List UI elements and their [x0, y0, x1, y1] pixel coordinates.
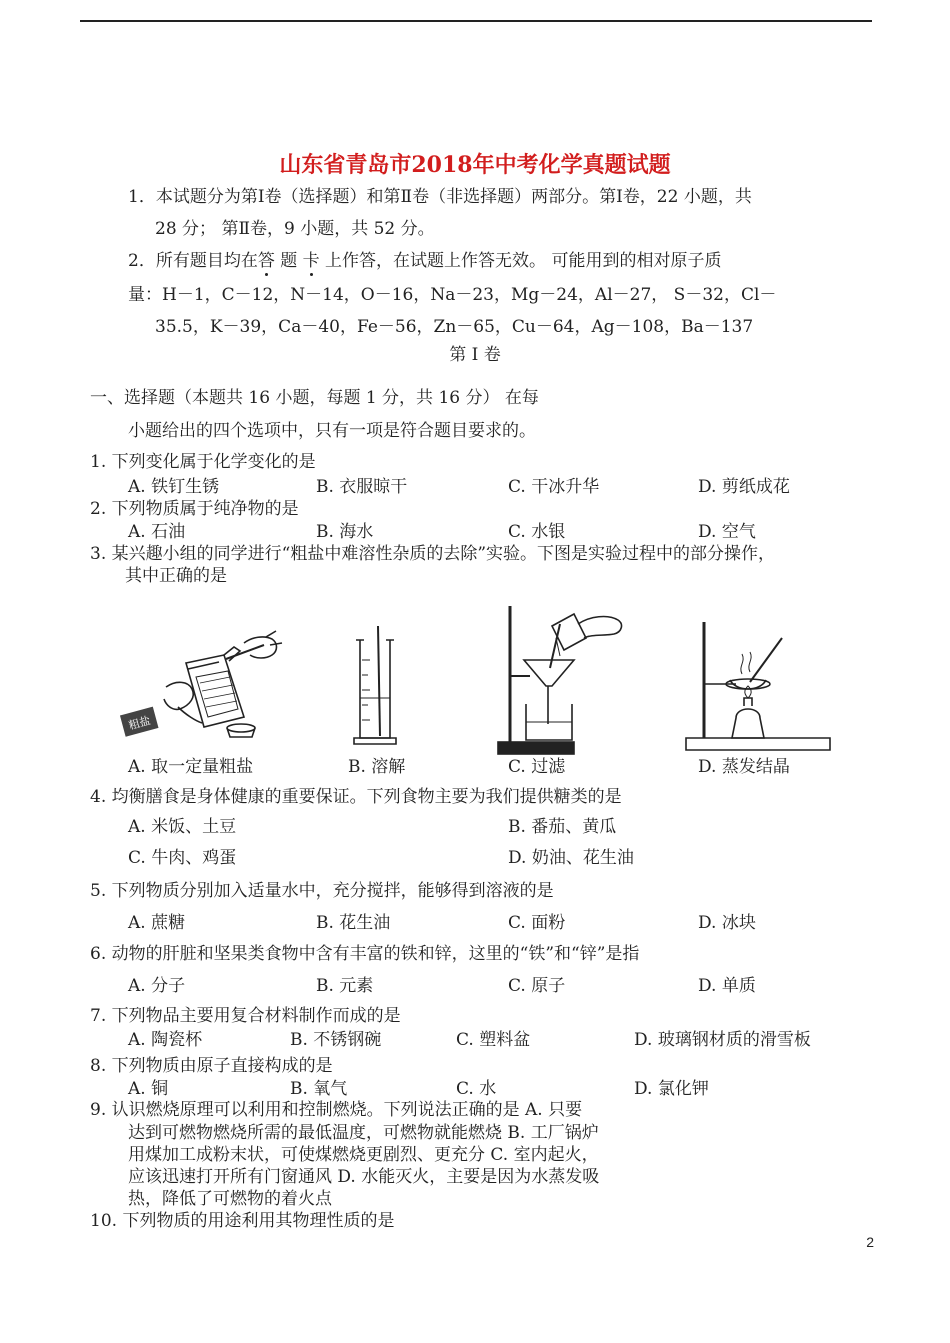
- q3-option-a: A. 取一定量粗盐: [128, 757, 254, 777]
- q2-option-b: B. 海水: [316, 522, 374, 542]
- q7-stem: 7. 下列物品主要用复合材料制作而成的是: [90, 1006, 401, 1026]
- q3-option-d: D. 蒸发结晶: [698, 757, 790, 777]
- instruction-2: 2．所有题目均在答 题 卡 上作答，在试题上作答无效。 可能用到的相对原子质: [128, 251, 722, 271]
- q6-option-a: A. 分子: [128, 976, 186, 996]
- page-number: 2: [866, 1234, 874, 1250]
- q6-stem: 6. 动物的肝脏和坚果类食物中含有丰富的铁和锌，这里的“铁”和“锌”是指: [90, 944, 640, 964]
- q5-option-c: C. 面粉: [508, 913, 566, 933]
- q7-option-b: B. 不锈钢碗: [290, 1030, 382, 1050]
- q1-stem: 1. 下列变化属于化学变化的是: [90, 452, 316, 472]
- q8-option-c: C. 水: [456, 1079, 497, 1099]
- q2-option-a: A. 石油: [128, 522, 186, 542]
- q8-option-a: A. 铜: [128, 1079, 169, 1099]
- instruction-1: 1．本试题分为第Ⅰ卷（选择题）和第Ⅱ卷（非选择题）两部分。第Ⅰ卷，22 小题，共: [128, 187, 752, 207]
- q1-option-b: B. 衣服晾干: [316, 477, 408, 497]
- q9-line-2: 达到可燃物燃烧所需的最低温度，可燃物就能燃烧 B. 工厂锅炉: [128, 1123, 599, 1143]
- q3-option-b: B. 溶解: [348, 757, 406, 777]
- q5-option-a: A. 蔗糖: [128, 913, 186, 933]
- q6-option-d: D. 单质: [698, 976, 756, 996]
- section-title: 第 I 卷: [449, 345, 501, 365]
- q9-line-4: 应该迅速打开所有门窗通风 D. 水能灭火，主要是因为水蒸发吸: [128, 1167, 600, 1187]
- q2-option-c: C. 水银: [508, 522, 566, 542]
- q3-stem: 3. 某兴趣小组的同学进行“粗盐中难溶性杂质的去除”实验。下图是实验过程中的部分操作，: [90, 544, 776, 564]
- q4-stem: 4. 均衡膳食是身体健康的重要保证。下列食物主要为我们提供糖类的是: [90, 787, 622, 807]
- figure-d-evaporate: [684, 612, 834, 757]
- figure-c-filter: [494, 604, 634, 764]
- part1-heading-cont: 小题给出的四个选项中，只有一项是符合题目要求的。: [128, 421, 536, 441]
- q9-line-3: 用煤加工成粉末状，可使煤燃烧更剧烈、更充分 C. 室内起火，: [128, 1145, 599, 1165]
- q5-option-d: D. 冰块: [698, 913, 756, 933]
- q2-option-d: D. 空气: [698, 522, 756, 542]
- q4-option-a: A. 米饭、土豆: [128, 817, 237, 837]
- q1-option-d: D. 剪纸成花: [698, 477, 790, 497]
- figure-b-dissolve: [350, 620, 400, 750]
- q9-line-1: 9. 认识燃烧原理可以利用和控制燃烧。下列说法正确的是 A. 只要: [90, 1100, 583, 1120]
- salt-label-tag: 粗盐: [127, 714, 152, 733]
- q4-option-c: C. 牛肉、鸡蛋: [128, 848, 237, 868]
- instruction-2-atomic-masses-cont: 35.5，K－39，Ca－40，Fe－56，Zn－65，Cu－64，Ag－108，Ba－137: [155, 317, 754, 337]
- q8-option-d: D. 氯化钾: [634, 1079, 709, 1099]
- q4-option-b: B. 番茄、黄瓜: [508, 817, 617, 837]
- figure-a-take-salt: [116, 625, 286, 750]
- part1-heading: 一、选择题（本题共 16 小题，每题 1 分，共 16 分） 在每: [90, 388, 539, 408]
- q5-stem: 5. 下列物质分别加入适量水中，充分搅拌，能够得到溶液的是: [90, 881, 554, 901]
- q4-option-d: D. 奶油、花生油: [508, 848, 634, 868]
- q3-stem-cont: 其中正确的是: [125, 566, 227, 586]
- header-rule: [80, 20, 872, 22]
- q2-stem: 2. 下列物质属于纯净物的是: [90, 499, 299, 519]
- q7-option-c: C. 塑料盆: [456, 1030, 531, 1050]
- page-title: 山东省青岛市2018年中考化学真题试题: [279, 152, 671, 178]
- q7-option-a: A. 陶瓷杯: [128, 1030, 203, 1050]
- q8-option-b: B. 氧气: [290, 1079, 348, 1099]
- q6-option-b: B. 元素: [316, 976, 374, 996]
- instruction-1-cont: 28 分； 第Ⅱ卷，9 小题，共 52 分。: [155, 219, 435, 239]
- q1-option-c: C. 干冰升华: [508, 477, 600, 497]
- q10-stem: 10. 下列物质的用途利用其物理性质的是: [90, 1211, 395, 1231]
- q5-option-b: B. 花生油: [316, 913, 391, 933]
- instruction-2-atomic-masses: 量：H－1，C－12，N－14，O－16，Na－23，Mg－24，Al－27， S－32，Cl－: [128, 285, 777, 305]
- q9-line-5: 热，降低了可燃物的着火点: [128, 1189, 332, 1209]
- q6-option-c: C. 原子: [508, 976, 566, 996]
- q7-option-d: D. 玻璃钢材质的滑雪板: [634, 1030, 811, 1050]
- q8-stem: 8. 下列物质由原子直接构成的是: [90, 1056, 333, 1076]
- q1-option-a: A. 铁钉生锈: [128, 477, 220, 497]
- q3-option-c: C. 过滤: [508, 757, 566, 777]
